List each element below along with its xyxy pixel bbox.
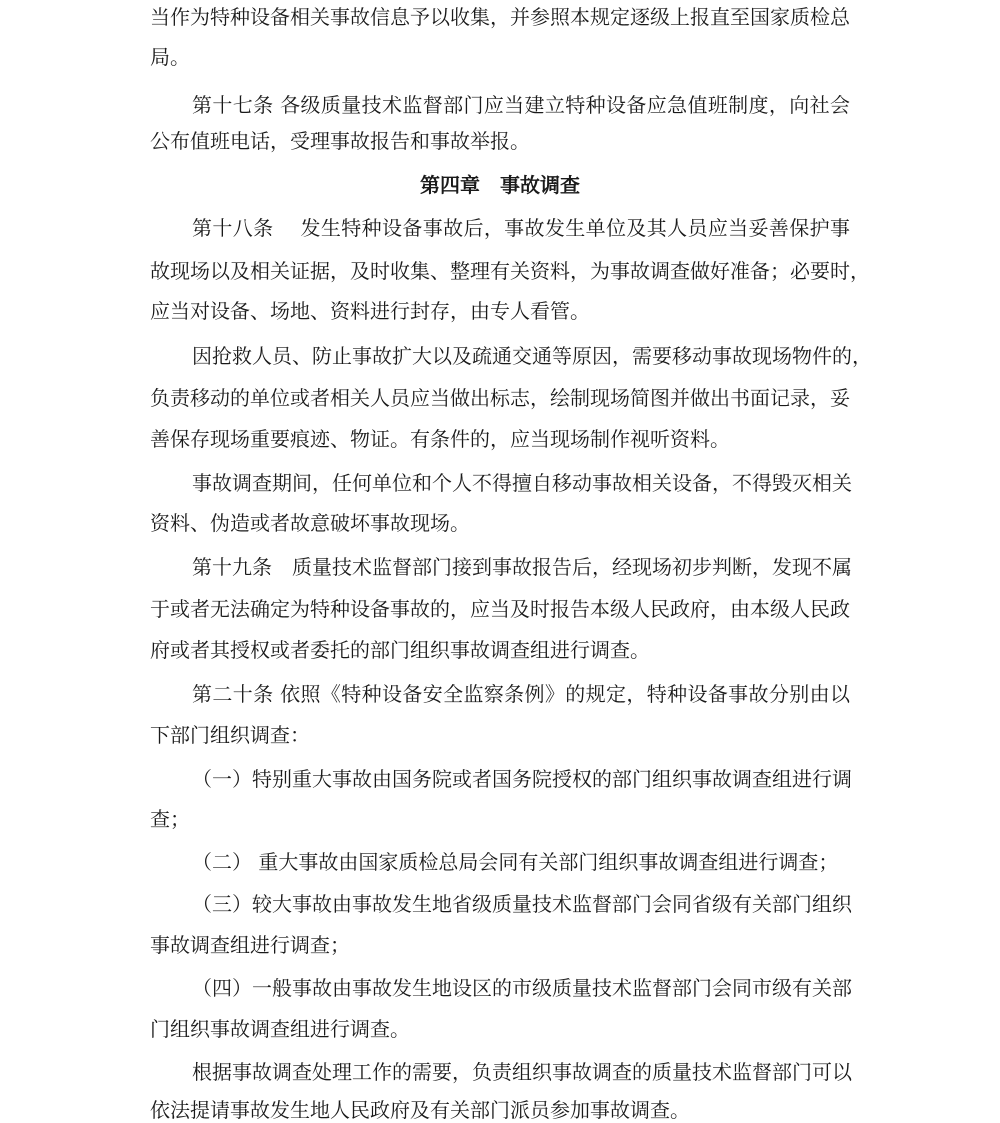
paragraph-line: 下部门组织调查： (150, 723, 310, 747)
article-17-line: 第十七条 各级质量技术监督部门应当建立特种设备应急值班制度，向社会 (192, 93, 850, 117)
list-item-3: （三）较大事故由事故发生地省级质量技术监督部门会同省级有关部门组织 (192, 892, 852, 916)
list-item-4: （四）一般事故由事故发生地设区的市级质量技术监督部门会同市级有关部 (192, 976, 852, 1000)
paragraph-line: 局。 (150, 45, 190, 69)
paragraph-line: 门组织事故调查组进行调查。 (150, 1017, 410, 1041)
article-19-line: 第十九条 质量技术监督部门接到事故报告后，经现场初步判断，发现不属 (192, 555, 852, 579)
paragraph-line: 故现场以及相关证据，及时收集、整理有关资料，为事故调查做好准备；必要时， (150, 259, 870, 283)
chapter-heading: 第四章 事故调查 (420, 173, 580, 197)
paragraph-line: 于或者无法确定为特种设备事故的，应当及时报告本级人民政府，由本级人民政 (150, 597, 850, 621)
paragraph-line: 事故调查期间，任何单位和个人不得擅自移动事故相关设备，不得毁灭相关 (192, 471, 852, 495)
paragraph-line: 事故调查组进行调查； (150, 933, 350, 957)
paragraph-line: 公布值班电话，受理事故报告和事故举报。 (150, 129, 530, 153)
paragraph-line: 资料、伪造或者故意破坏事故现场。 (150, 511, 470, 535)
paragraph-line: 应当对设备、场地、资料进行封存，由专人看管。 (150, 299, 590, 323)
paragraph-line: 查； (150, 807, 190, 831)
paragraph-line: 依法提请事故发生地人民政府及有关部门派员参加事故调查。 (150, 1098, 690, 1122)
paragraph-line: 因抢救人员、防止事故扩大以及疏通交通等原因，需要移动事故现场物件的， (192, 344, 872, 368)
paragraph-line: 负责移动的单位或者相关人员应当做出标志，绘制现场简图并做出书面记录，妥 (150, 386, 850, 410)
article-20-line: 第二十条 依照《特种设备安全监察条例》的规定，特种设备事故分别由以 (192, 682, 850, 706)
article-18-line: 第十八条 发生特种设备事故后，事故发生单位及其人员应当妥善保护事 (192, 216, 850, 240)
paragraph-line: 当作为特种设备相关事故信息予以收集，并参照本规定逐级上报直至国家质检总 (150, 5, 850, 29)
paragraph-line: 善保存现场重要痕迹、物证。有条件的，应当现场制作视听资料。 (150, 427, 730, 451)
paragraph-line: 根据事故调查处理工作的需要，负责组织事故调查的质量技术监督部门可以 (192, 1060, 852, 1084)
paragraph-line: 府或者其授权或者委托的部门组织事故调查组进行调查。 (150, 638, 650, 662)
list-item-2: （二） 重大事故由国家质检总局会同有关部门组织事故调查组进行调查； (192, 850, 839, 874)
list-item-1: （一）特别重大事故由国务院或者国务院授权的部门组织事故调查组进行调 (192, 767, 852, 791)
